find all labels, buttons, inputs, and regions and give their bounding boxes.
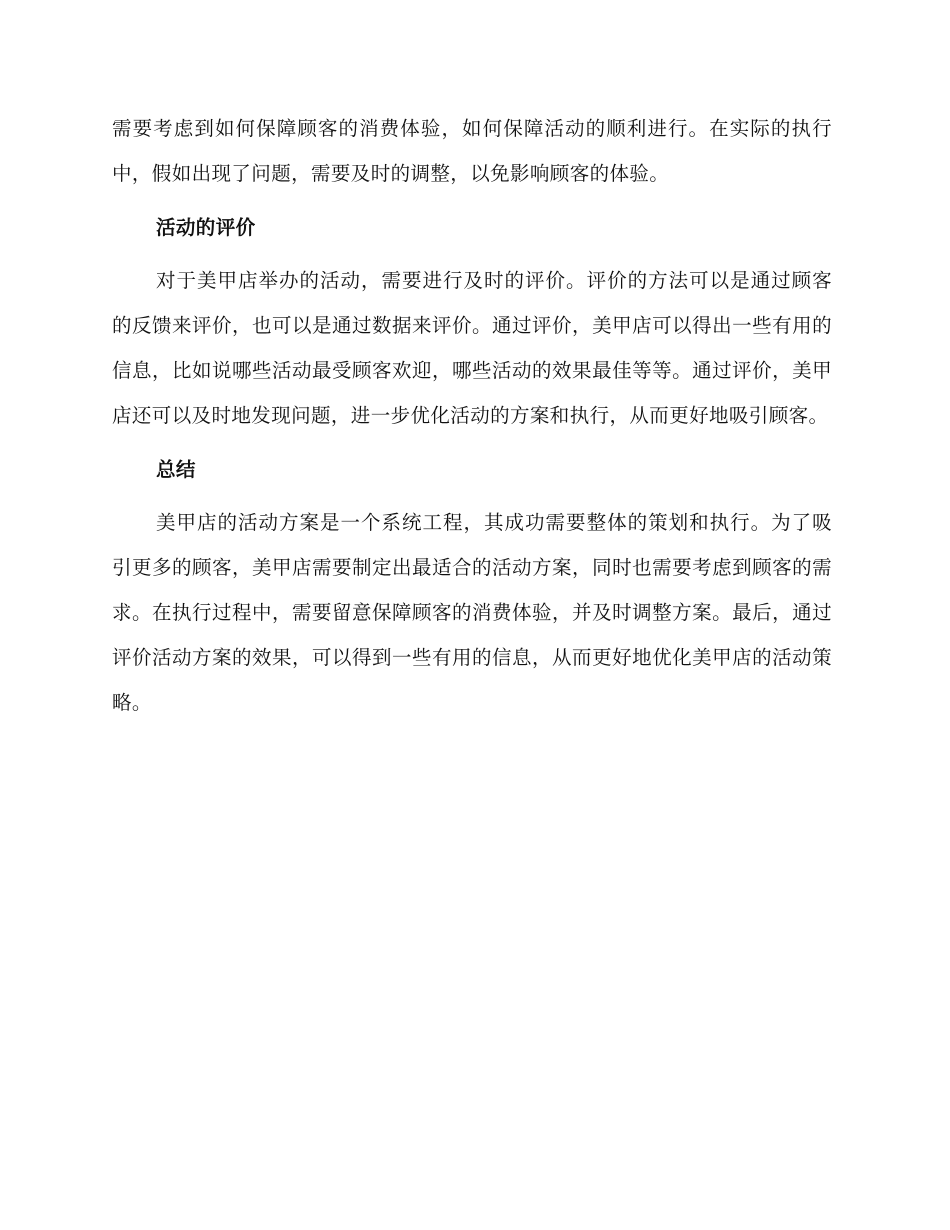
- intro-paragraph: 需要考虑到如何保障顾客的消费体验，如何保障活动的顺利进行。在实际的执行中，假如出现了问题，需要及时的调整，以免影响顾客的体验。: [112, 117, 832, 185]
- document-page: [112, 106, 832, 725]
- section-paragraph-evaluation: 对于美甲店举办的活动，需要进行及时的评价。评价的方法可以是通过顾客的反馈来评价，也可以是通过数据来评价。通过评价，美甲店可以得出一些有用的信息，比如说哪些活动最受顾客欢迎，哪些活动的效果最佳等等。通过评价，美甲店还可以及时地发现问题，进一步优化活动的方案和执行，从而更好地吸引顾客。: [112, 269, 832, 427]
- section-heading-evaluation: 活动的评价: [156, 216, 256, 239]
- section-paragraph-summary: 美甲店的活动方案是一个系统工程，其成功需要整体的策划和执行。为了吸引更多的顾客，美甲店需要制定出最适合的活动方案，同时也需要考虑到顾客的需求。在执行过程中，需要留意保障顾客的消费体验，并及时调整方案。最后，通过评价活动方案的效果，可以得到一些有用的信息，从而更好地优化美甲店的活动策略。: [112, 511, 832, 714]
- section-heading-summary: 总结: [156, 458, 196, 481]
